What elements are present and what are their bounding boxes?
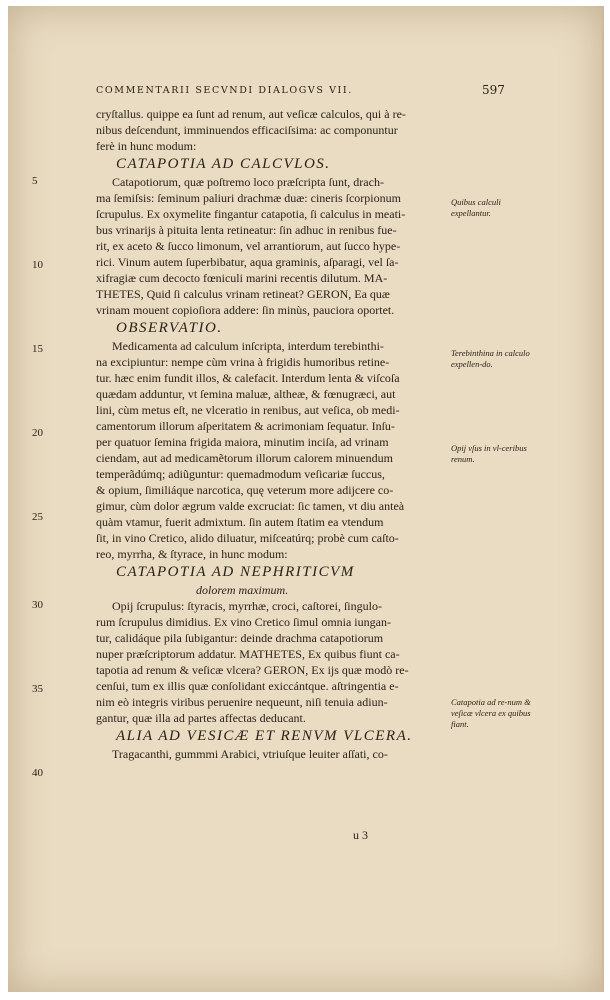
text-line: reo, myrrha, & ſtyrace, in hunc modum: xyxy=(96,547,288,561)
page-number: 597 xyxy=(482,83,505,97)
marginal-note: Opij vſus in vl-ceribus renum. xyxy=(451,443,527,464)
text-line: Catapotiorum, quæ poſtremo loco præſcripta ſunt, drach- xyxy=(112,175,384,189)
text-line: ferè in hunc modum: xyxy=(96,139,197,153)
marginal-note: Quibus calculi expellantur. xyxy=(451,197,501,218)
text-line: quàm vtamur, fuerit admixtum. ſin autem ſtatim ea vtendum xyxy=(96,515,384,529)
section-heading: CATAPOTIA AD CALCVLOS. xyxy=(116,156,331,172)
line-number: 30 xyxy=(32,599,43,611)
text-line: per quatuor ſemina frigida maiora, minutim inciſa, ad vrinam xyxy=(96,435,389,449)
line-number: 5 xyxy=(32,175,38,187)
line-number: 25 xyxy=(32,511,43,523)
line-number: 35 xyxy=(32,683,43,695)
text-line: rici. Vinum autem ſuperbibatur, aqua graminis, aſparagi, vel ſa- xyxy=(96,255,399,269)
section-subheading: dolorem maximum. xyxy=(196,583,289,597)
text-line: tur. hæc enim fundit illos, & calefacit. Interdum lenta & viſcoſa xyxy=(96,371,400,385)
text-line: temperãdúmq; adiũguntur: quemadmodum veſicariæ ſuccus, xyxy=(96,467,385,481)
text-line: xifragiæ cum decocto fœniculi marini recentis dilutum. MA- xyxy=(96,271,388,285)
text-line: & opium, ſimiliáque narcotica, quę veterum more adijcere co- xyxy=(96,483,394,497)
text-line: nibus deſcendunt, imminuendos efficaciſsima: ac componuntur xyxy=(96,123,398,137)
line-number: 15 xyxy=(32,343,43,355)
text-line: camentorum illorum aſperitatem & acrimoniam ſequatur. Inſu- xyxy=(96,419,395,433)
text-line: gantur, quæ illa ad partes affectas deducant. xyxy=(96,711,306,725)
line-number: 10 xyxy=(32,259,43,271)
text-line: nuper præſcriptorum addatur. MATHETES, Ex quibus fiunt ca- xyxy=(96,647,400,661)
text-line: tapotia ad renum & veſicæ vlcera? GERON, Ex ijs quæ modò re- xyxy=(96,663,409,677)
text-line: tur, calidáque pila ſubigantur: deinde drachma catapotiorum xyxy=(96,631,384,645)
section-heading: OBSERVATIO. xyxy=(116,320,223,336)
text-line: ſcrupulus. Ex oxymelite fingantur catapotia, ſi calculus in meati- xyxy=(96,207,406,221)
signature-mark: u 3 xyxy=(353,828,368,842)
text-line: Opij ſcrupulus: ſtyracis, myrrhæ, croci, caſtorei, ſingulo- xyxy=(112,599,382,613)
text-line: ma ſemiſsis: ſeminum paliuri drachmæ duæ: cineris ſcorpionum xyxy=(96,191,401,205)
text-line: cryſtallus. quippe ea ſunt ad renum, aut veſicæ calculos, qui à re- xyxy=(96,107,406,121)
text-line: lini, cùm metus eſt, ne vlceratio in renibus, aut veſica, ob medi- xyxy=(96,403,400,417)
marginal-note: Catapotia ad re-num & veſicæ vlcera ex quibus fiant. xyxy=(451,697,531,729)
text-line: rit, ex aceto & ſucco limonum, vel arrantiorum, aut ſucco hype- xyxy=(96,239,401,253)
text-line: na excipiuntur: nempe cùm vrina à frigidis humoribus retine- xyxy=(96,355,390,369)
book-page xyxy=(8,6,604,992)
text-line: bus vrinarijs à pituita lenta retineatur: ſin adhuc in renibus fue- xyxy=(96,223,397,237)
text-line: cenſui, tum ex illis quæ conſolidant exiccántque. aſtringentia e- xyxy=(96,679,399,693)
running-head: COMMENTARII SECVNDI DIALOGVS VII. xyxy=(96,85,353,96)
text-line: THETES, Quid ſi calculus vrinam retineat? GERON, Ea quæ xyxy=(96,287,390,301)
text-line: ciendam, aut ad medicamẽtorum illorum calorem minuendum xyxy=(96,451,393,465)
section-heading: CATAPOTIA AD NEPHRITICVM xyxy=(116,564,355,580)
text-line: ſit, in vino Cretico, alido diluatur, miſceatúrq; probè cum caſto- xyxy=(96,531,399,545)
line-number: 40 xyxy=(32,767,43,779)
section-heading: ALIA AD VESICÆ ET RENVM VLCERA. xyxy=(116,728,413,744)
text-block xyxy=(96,106,446,762)
text-line: Tragacanthi, gummmi Arabici, vtriuſque leuiter aſſati, co- xyxy=(112,747,388,761)
text-line: nim eò integris viribus peruenire nequeunt, niſi tenuia adiun- xyxy=(96,695,388,709)
text-line: Medicamenta ad calculum inſcripta, interdum terebinthi- xyxy=(112,339,384,353)
text-line: vrinam mouent copioſiora addere: ſin minùs, pauciora oportet. xyxy=(96,303,395,317)
text-line: rum ſcrupulus dimidius. Ex vino Cretico ſimul omnia iungan- xyxy=(96,615,391,629)
line-number: 20 xyxy=(32,427,43,439)
marginal-note: Terebinthina in calculo expellen-do. xyxy=(451,348,530,369)
text-line: quædam adduntur, vt ſemina maluæ, altheæ, & fœnugræci, aut xyxy=(96,387,396,401)
text-line: gimur, cùm dolor ægrum valde excruciat: ſic tamen, vt diu anteà xyxy=(96,499,405,513)
